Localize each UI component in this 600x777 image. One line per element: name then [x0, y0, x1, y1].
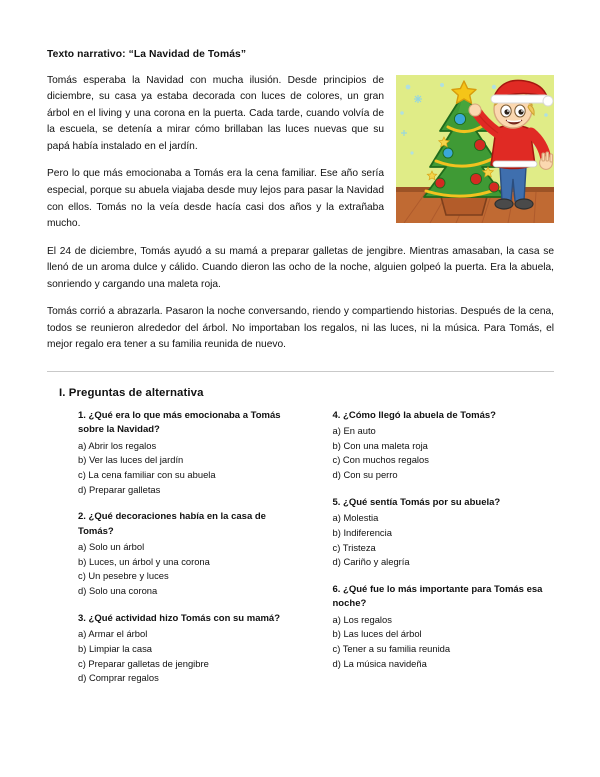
question-option[interactable]: d) Preparar galletas: [78, 483, 161, 495]
question-option[interactable]: a) Molestia: [332, 512, 379, 524]
narrative-paragraph-2: Pero lo que más emocionaba a Tomás era la cena familiar. Ese año sería especial, porque su abuela viajaba desde muy lejos para pasar la Navidad con ellos. Tomás no la veía desde hacía casi dos años y la extrañaba mucho.: [47, 168, 384, 230]
question-option[interactable]: c) Tener a su familia reunida: [332, 643, 451, 655]
question-item: [78, 510, 300, 599]
question-prompt: 5. ¿Qué sentía Tomás por su abuela?: [332, 496, 501, 508]
question-option[interactable]: b) Las luces del árbol: [332, 628, 422, 640]
question-option[interactable]: d) Con su perro: [332, 469, 398, 481]
question-item: [333, 409, 555, 483]
question-option[interactable]: a) Solo un árbol: [78, 541, 145, 553]
narrative-paragraph-1: Tomás esperaba la Navidad con mucha ilusión. Desde principios de diciembre, su casa ya estaba decorada con luces de colores, un gran árbol en el living y una corona en la puerta. Cada tarde, cuando volvía de la escuela, se detenía a mirar cómo brillaban las luces nuevas que su papá había instalado en el jardín.: [47, 74, 384, 152]
question-option[interactable]: c) La cena familiar con su abuela: [78, 468, 216, 480]
questions-column-right: [333, 409, 555, 672]
narrative-paragraph-3: El 24 de diciembre, Tomás ayudó a su mamá a preparar galletas de jengibre. Mientras amasaban, la casa se llenó de un aroma dulce y cálido. Cuando dieron las ocho de la noche, alguien golpeó la puerta. Era la abuela, sonriendo y cargando una maleta roja.: [47, 245, 554, 290]
question-option[interactable]: d) Comprar regalos: [78, 672, 159, 684]
question-option[interactable]: c) Con muchos regalos: [332, 454, 429, 466]
question-option[interactable]: b) Ver las luces del jardín: [78, 454, 184, 466]
question-option[interactable]: d) Solo una corona: [78, 585, 158, 597]
questions-section-heading: I. Preguntas de alternativa: [59, 386, 204, 399]
question-item: [78, 612, 300, 686]
question-prompt: 6. ¿Qué fue lo más importante para Tomás esa noche?: [332, 583, 543, 610]
question-option[interactable]: a) En auto: [332, 425, 376, 437]
question-option[interactable]: c) Preparar galletas de jengibre: [78, 657, 209, 669]
question-prompt: 1. ¿Qué era lo que más emocionaba a Tomás sobre la Navidad?: [78, 409, 281, 436]
question-option[interactable]: b) Indiferencia: [332, 526, 392, 538]
question-option[interactable]: d) La música navideña: [332, 657, 427, 669]
questions-columns: [78, 409, 554, 686]
question-prompt: 4. ¿Cómo llegó la abuela de Tomás?: [332, 409, 496, 421]
question-prompt: 3. ¿Qué actividad hizo Tomás con su mamá?: [78, 612, 281, 624]
question-option[interactable]: b) Luces, un árbol y una corona: [78, 555, 210, 567]
section-divider: [47, 371, 554, 372]
question-option[interactable]: b) Limpiar la casa: [78, 642, 152, 654]
christmas-tree-boy-illustration: [396, 75, 554, 223]
question-item: [333, 496, 555, 570]
page-title: Texto narrativo: “La Navidad de Tomás”: [47, 49, 247, 60]
question-option[interactable]: a) Abrir los regalos: [78, 439, 157, 451]
question-option[interactable]: a) Los regalos: [332, 613, 392, 625]
question-option[interactable]: a) Armar el árbol: [78, 628, 148, 640]
question-option[interactable]: d) Cariño y alegría: [332, 556, 410, 568]
narrative-paragraph-4: Tomás corrió a abrazarla. Pasaron la noche conversando, riendo y compartiendo historias. Después de la cena, todos se reunieron alrededor del árbol. No importaban los regalos, ni las luces, ni la música. Para Tomás, el mejor regalo era tener a su familia reunida de nuevo.: [47, 306, 554, 351]
question-prompt: 2. ¿Qué decoraciones había en la casa de Tomás?: [78, 511, 266, 537]
question-option[interactable]: c) Un pesebre y luces: [78, 570, 169, 582]
illustration-artwork: [396, 75, 554, 223]
questions-column-left: [78, 409, 300, 686]
question-item: [333, 583, 555, 672]
question-option[interactable]: c) Tristeza: [332, 541, 376, 553]
question-option[interactable]: b) Con una maleta roja: [332, 439, 428, 451]
question-item: [78, 409, 300, 498]
